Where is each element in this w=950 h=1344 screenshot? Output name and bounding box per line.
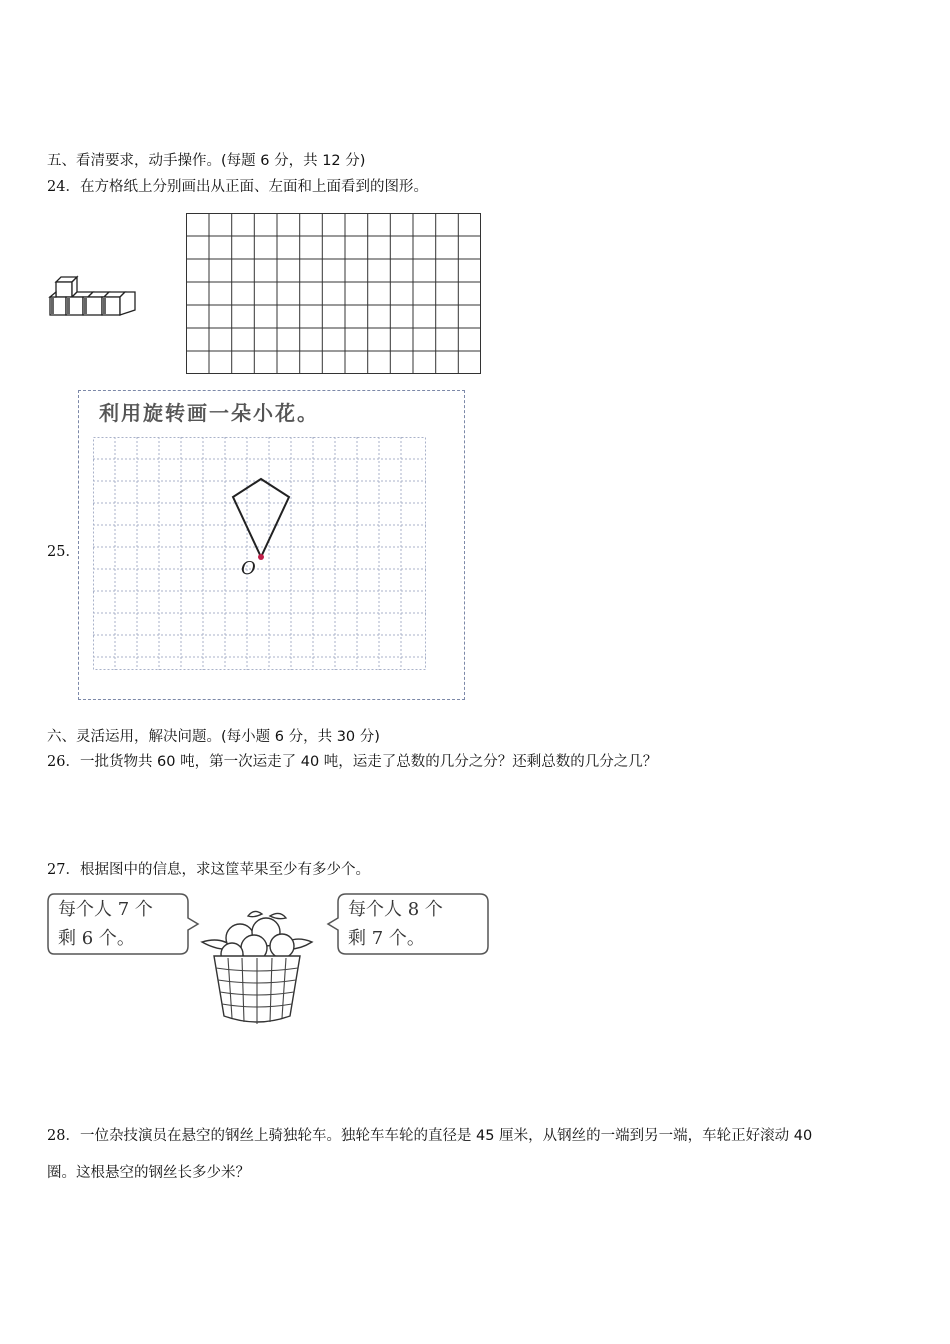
question-number: 24．	[47, 179, 80, 195]
kite-shape	[233, 479, 289, 557]
section-5-heading: 五、看清要求，动手操作。(每题 6 分，共 12 分)	[47, 153, 366, 169]
question-28-line-2	[47, 1163, 250, 1183]
point-o-label: O	[241, 558, 256, 579]
question-text: 一位杂技演员在悬空的钢丝上骑独轮车。独轮车车轮的直径是 45 厘米，从钢丝的一端到另一端，车轮正好滚动 40	[79, 1128, 813, 1144]
question-number: 26．	[47, 754, 80, 770]
question-25	[47, 542, 80, 562]
question-text: 根据图中的信息，求这筐苹果至少有多少个。	[79, 862, 370, 878]
drawing-grid[interactable]	[186, 213, 482, 375]
question-number: 27．	[47, 862, 80, 878]
question-text-continued: 圈。这根悬空的钢丝长多少米？	[47, 1165, 250, 1181]
left-bubble-line-2: 剩 6 个。	[58, 928, 135, 949]
question-number: 28．	[47, 1128, 80, 1144]
rotation-grid[interactable]	[93, 437, 433, 677]
question-text: 一批货物共 60 吨，第一次运走了 40 吨，运走了总数的几分之分？还剩总数的几分之几？	[79, 754, 658, 770]
section-6-heading: 六、灵活运用，解决问题。(每小题 6 分，共 30 分)	[47, 729, 380, 745]
rotation-figure-panel	[78, 390, 465, 700]
apple-basket-illustration	[192, 908, 322, 1030]
left-bubble-line-1: 每个人 7 个	[58, 899, 153, 920]
cube-stack-figure	[48, 274, 140, 324]
question-text: 在方格纸上分别画出从正面、左面和上面看到的图形。	[79, 179, 428, 195]
figure-title: 利用旋转画一朵小花。	[99, 401, 319, 425]
question-number: 25．	[47, 544, 80, 560]
question-26	[47, 752, 657, 772]
question-24	[47, 177, 428, 197]
rotation-center-point	[258, 554, 264, 560]
question-27	[47, 860, 370, 880]
right-bubble-line-1: 每个人 8 个	[348, 899, 443, 920]
question-28-line-1	[47, 1126, 812, 1146]
right-bubble-line-2: 剩 7 个。	[348, 928, 425, 949]
